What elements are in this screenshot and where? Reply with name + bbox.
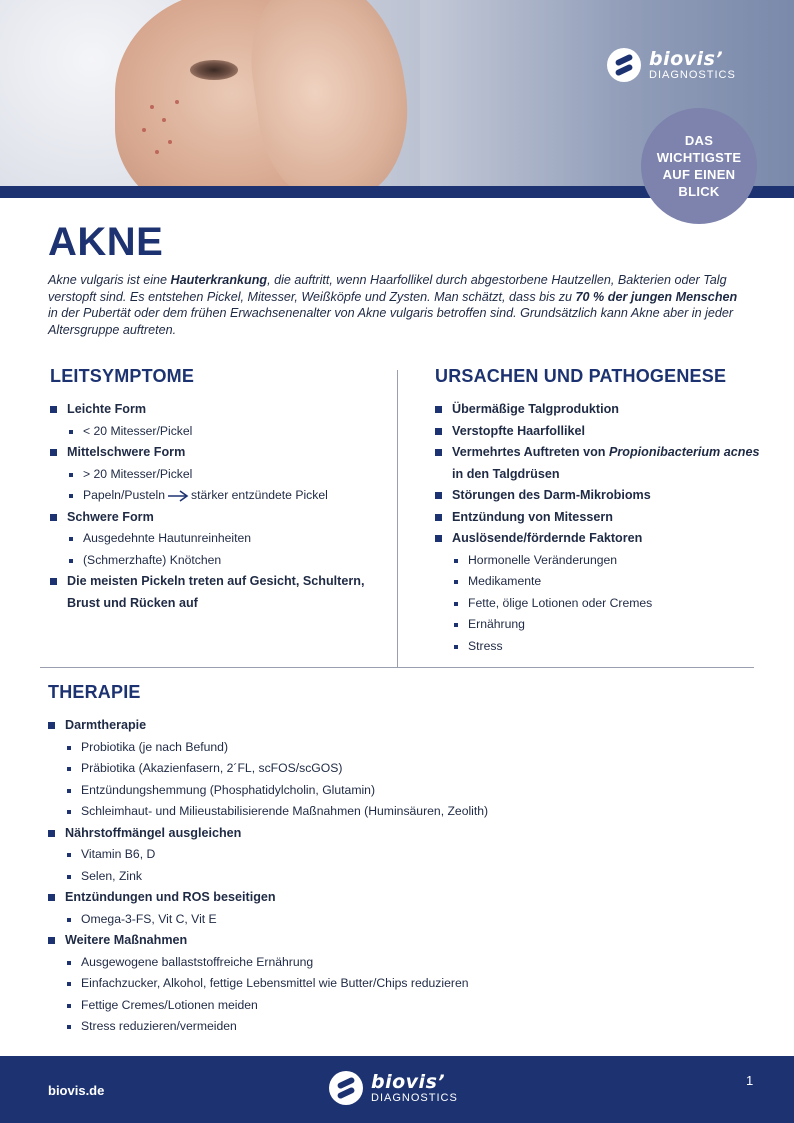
badge-line: AUF EINEN bbox=[662, 167, 736, 182]
item-label: Weitere Maßnahmen bbox=[65, 933, 188, 947]
item-label: Auslösende/fördernde Faktoren bbox=[452, 531, 643, 545]
page-number: 1 bbox=[746, 1073, 754, 1088]
brand-sub: DIAGNOSTICS bbox=[649, 68, 736, 81]
dna-logo-icon bbox=[607, 48, 641, 82]
item-label: Entzündungen und ROS beseitigen bbox=[65, 890, 276, 904]
sub-item: Entzündungshemmung (Phosphatidylcholin, Glutamin) bbox=[67, 780, 748, 802]
section-divider bbox=[40, 667, 754, 668]
symptom-list bbox=[50, 399, 390, 614]
website-link[interactable]: biovis.de bbox=[48, 1083, 105, 1098]
hero-spot bbox=[168, 140, 172, 144]
section-title: LEITSYMPTOME bbox=[50, 366, 195, 386]
sub-item: Schleimhaut- und Milieustabilisierende Maßnahmen (Huminsäuren, Zeolith) bbox=[67, 801, 748, 823]
list-item: Störungen des Darm-Mikrobioms bbox=[435, 485, 765, 507]
item-label: Mittelschwere Form bbox=[67, 445, 186, 459]
sub-item: < 20 Mitesser/Pickel bbox=[69, 421, 390, 443]
hero-spot bbox=[155, 150, 159, 154]
sub-text: Papeln/Pusteln bbox=[83, 488, 165, 502]
list-item: Entzündung von Mitessern bbox=[435, 507, 765, 529]
item-label: Vermehrtes Auftreten von bbox=[452, 445, 609, 459]
badge-line: BLICK bbox=[678, 184, 720, 199]
brand-name: biovis’ bbox=[649, 47, 724, 70]
hero-spot bbox=[175, 100, 179, 104]
intro-emphasis: Hauterkrankung bbox=[170, 273, 268, 287]
sub-item: Einfachzucker, Alkohol, fettige Lebensmittel wie Butter/Chips reduzieren bbox=[67, 973, 748, 995]
item-label: Leichte Form bbox=[67, 402, 147, 416]
list-item bbox=[50, 399, 390, 442]
list-item bbox=[50, 571, 390, 614]
leitsymptome-section bbox=[50, 366, 390, 614]
sub-item: Stress reduzieren/vermeiden bbox=[67, 1016, 748, 1038]
cause-list bbox=[435, 399, 765, 657]
sub-item: Ausgewogene ballaststoffreiche Ernährung bbox=[67, 952, 748, 974]
sub-item: Medikamente bbox=[454, 571, 765, 593]
footer-logo bbox=[329, 1071, 458, 1105]
sub-item: Präbiotika (Akazienfasern, 2´FL, scFOS/scGOS) bbox=[67, 758, 748, 780]
intro-text: Akne vulgaris ist eine bbox=[48, 273, 171, 287]
column-divider bbox=[397, 370, 398, 667]
item-label: Darmtherapie bbox=[65, 718, 147, 732]
hero-spot bbox=[162, 118, 166, 122]
therapy-list bbox=[48, 715, 748, 1038]
sub-item: Ernährung bbox=[454, 614, 765, 636]
list-item: Übermäßige Talgproduktion bbox=[435, 399, 765, 421]
list-item bbox=[48, 823, 748, 888]
list-item bbox=[435, 442, 765, 485]
hero-spot bbox=[142, 128, 146, 132]
arrow-right-icon bbox=[167, 490, 189, 502]
sub-item: Fette, ölige Lotionen oder Cremes bbox=[454, 593, 765, 615]
list-item bbox=[48, 887, 748, 930]
summary-badge bbox=[641, 108, 757, 224]
brand-sub: DIAGNOSTICS bbox=[371, 1091, 458, 1104]
hero-spot bbox=[150, 105, 154, 109]
list-item bbox=[48, 930, 748, 1038]
ursachen-section bbox=[435, 366, 765, 657]
list-item bbox=[48, 715, 748, 823]
brand-logo bbox=[607, 48, 736, 82]
intro-paragraph bbox=[48, 272, 748, 338]
sub-item: Omega-3-FS, Vit C, Vit E bbox=[67, 909, 748, 931]
item-label-italic: Propionibacterium acnes bbox=[609, 445, 760, 459]
brand-name: biovis’ bbox=[371, 1070, 446, 1093]
item-label: in den Talgdrüsen bbox=[452, 466, 560, 481]
sub-item-arrow bbox=[69, 485, 390, 507]
list-item bbox=[50, 507, 390, 572]
sub-item: Ausgedehnte Hautunreinheiten bbox=[69, 528, 390, 550]
footer bbox=[0, 1056, 794, 1123]
sub-item: Hormonelle Veränderungen bbox=[454, 550, 765, 572]
sub-item: Stress bbox=[454, 636, 765, 658]
list-item bbox=[435, 528, 765, 657]
item-label: Die meisten Pickeln treten auf Gesicht, Schultern, Brust und Rücken auf bbox=[67, 574, 365, 610]
sub-text: stärker entzündete Pickel bbox=[191, 488, 328, 502]
item-label: Schwere Form bbox=[67, 509, 154, 524]
badge-line: WICHTIGSTE bbox=[656, 150, 742, 165]
badge-line: DAS bbox=[684, 133, 714, 148]
intro-text: , die auftritt, wenn Haarfollikel durch abgestorbene Hautzellen, Bakterien oder Talg verstopft sind. Es entstehen Pickel, Mitesser, Weißköpfe und Zysten. Man schätzt, dass bis zu bbox=[48, 273, 727, 304]
sub-item: (Schmerzhafte) Knötchen bbox=[69, 550, 390, 572]
sub-item: Fettige Cremes/Lotionen meiden bbox=[67, 995, 748, 1017]
hero-eye-shape bbox=[190, 60, 238, 80]
sub-item: > 20 Mitesser/Pickel bbox=[69, 464, 390, 486]
section-title: THERAPIE bbox=[48, 682, 141, 702]
dna-logo-icon bbox=[329, 1071, 363, 1105]
list-item bbox=[50, 442, 390, 507]
sub-item: Vitamin B6, D bbox=[67, 844, 748, 866]
list-item: Verstopfte Haarfollikel bbox=[435, 421, 765, 443]
intro-emphasis: 70 % der jungen Menschen bbox=[575, 289, 738, 304]
item-label: Nährstoffmängel ausgleichen bbox=[65, 825, 242, 840]
intro-text: in der Pubertät oder dem frühen Erwachsenenalter von Akne vulgaris betroffen sind. Grundsätzlich kann Akne aber in jeder Altersgruppe auftreten. bbox=[48, 306, 734, 337]
section-title: URSACHEN UND PATHOGENESE bbox=[435, 366, 727, 386]
sub-item: Probiotika (je nach Befund) bbox=[67, 737, 748, 759]
therapie-section bbox=[48, 682, 748, 1038]
sub-item: Selen, Zink bbox=[67, 866, 748, 888]
page-title: AKNE bbox=[48, 220, 164, 264]
